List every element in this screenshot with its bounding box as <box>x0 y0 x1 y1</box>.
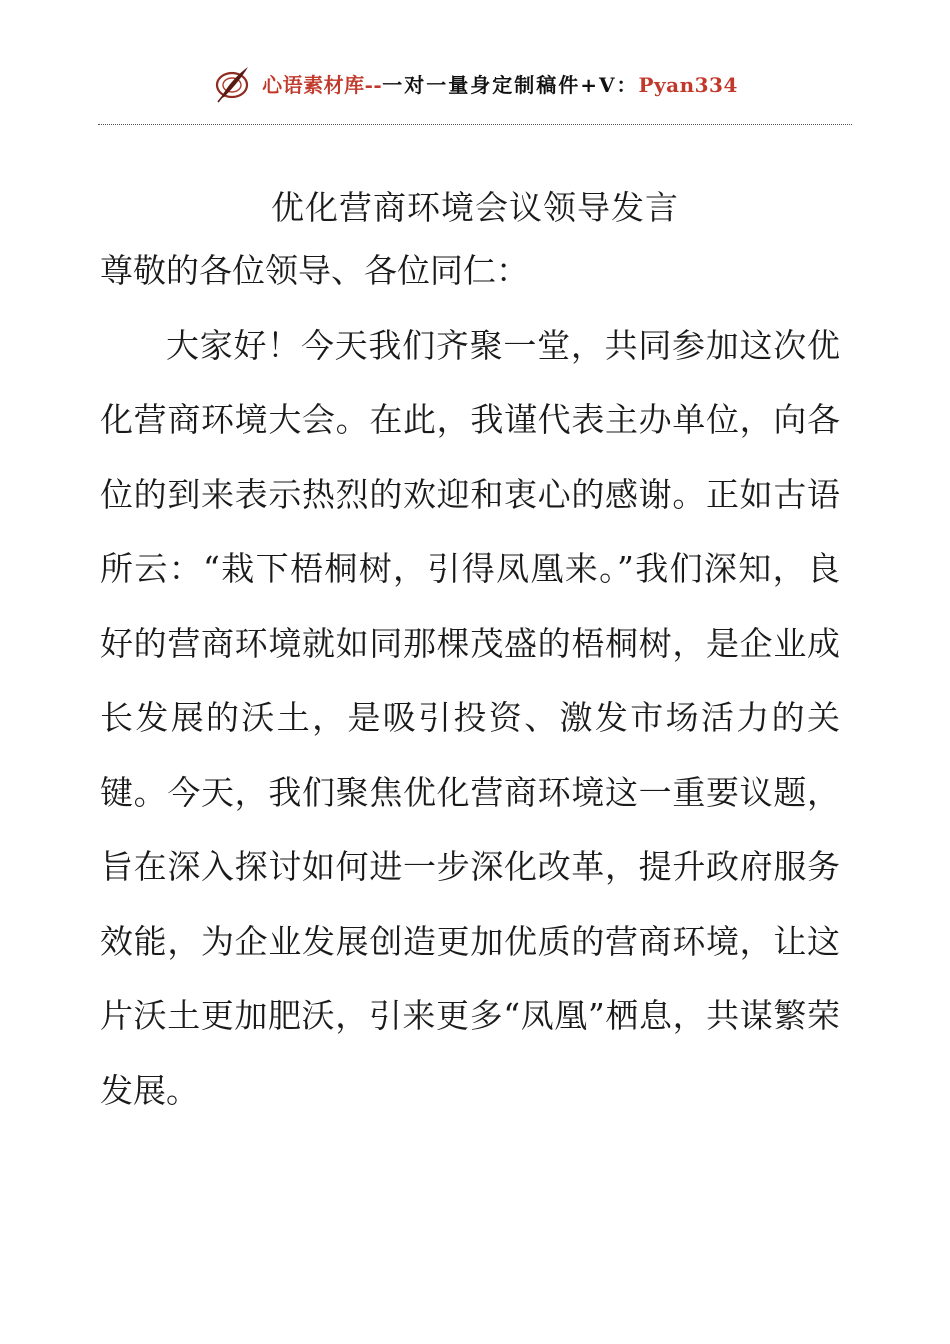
quill-pen-logo-icon <box>212 63 252 103</box>
salutation: 尊敬的各位领导、各位同仁： <box>100 251 529 290</box>
header-contact-prefix: +V： <box>580 72 639 97</box>
header-separator: -- <box>364 72 383 97</box>
document-title: 优化营商环境会议领导发言 <box>271 188 679 227</box>
page-header <box>98 58 852 108</box>
header-text <box>262 69 738 98</box>
header-slogan: 一对一量身定制稿件 <box>382 72 581 97</box>
header-divider <box>98 124 852 125</box>
body-paragraph: 大家好！今天我们齐聚一堂，共同参加这次优化营商环境大会。在此，我谨代表主办单位，向各位的到来表示热烈的欢迎和衷心的感谢。正如古语所云：“栽下梧桐树，引得凤凰来。”我们深知，良好的营商环境就如同那棵茂盛的梧桐树，是企业成长发展的沃土，是吸引投资、激发市场活力的关键。今天，我们聚焦优化营商环境这一重要议题，旨在深入探讨如何进一步深化改革，提升政府服务效能，为企业发展创造更加优质的营商环境，让这片沃土更加肥沃，引来更多“凤凰”栖息，共谋繁荣发展。 <box>100 325 840 1110</box>
header-contact-id: Pyan334 <box>638 72 738 97</box>
document-body <box>100 234 840 1128</box>
header-brand: 心语素材库 <box>262 72 365 97</box>
